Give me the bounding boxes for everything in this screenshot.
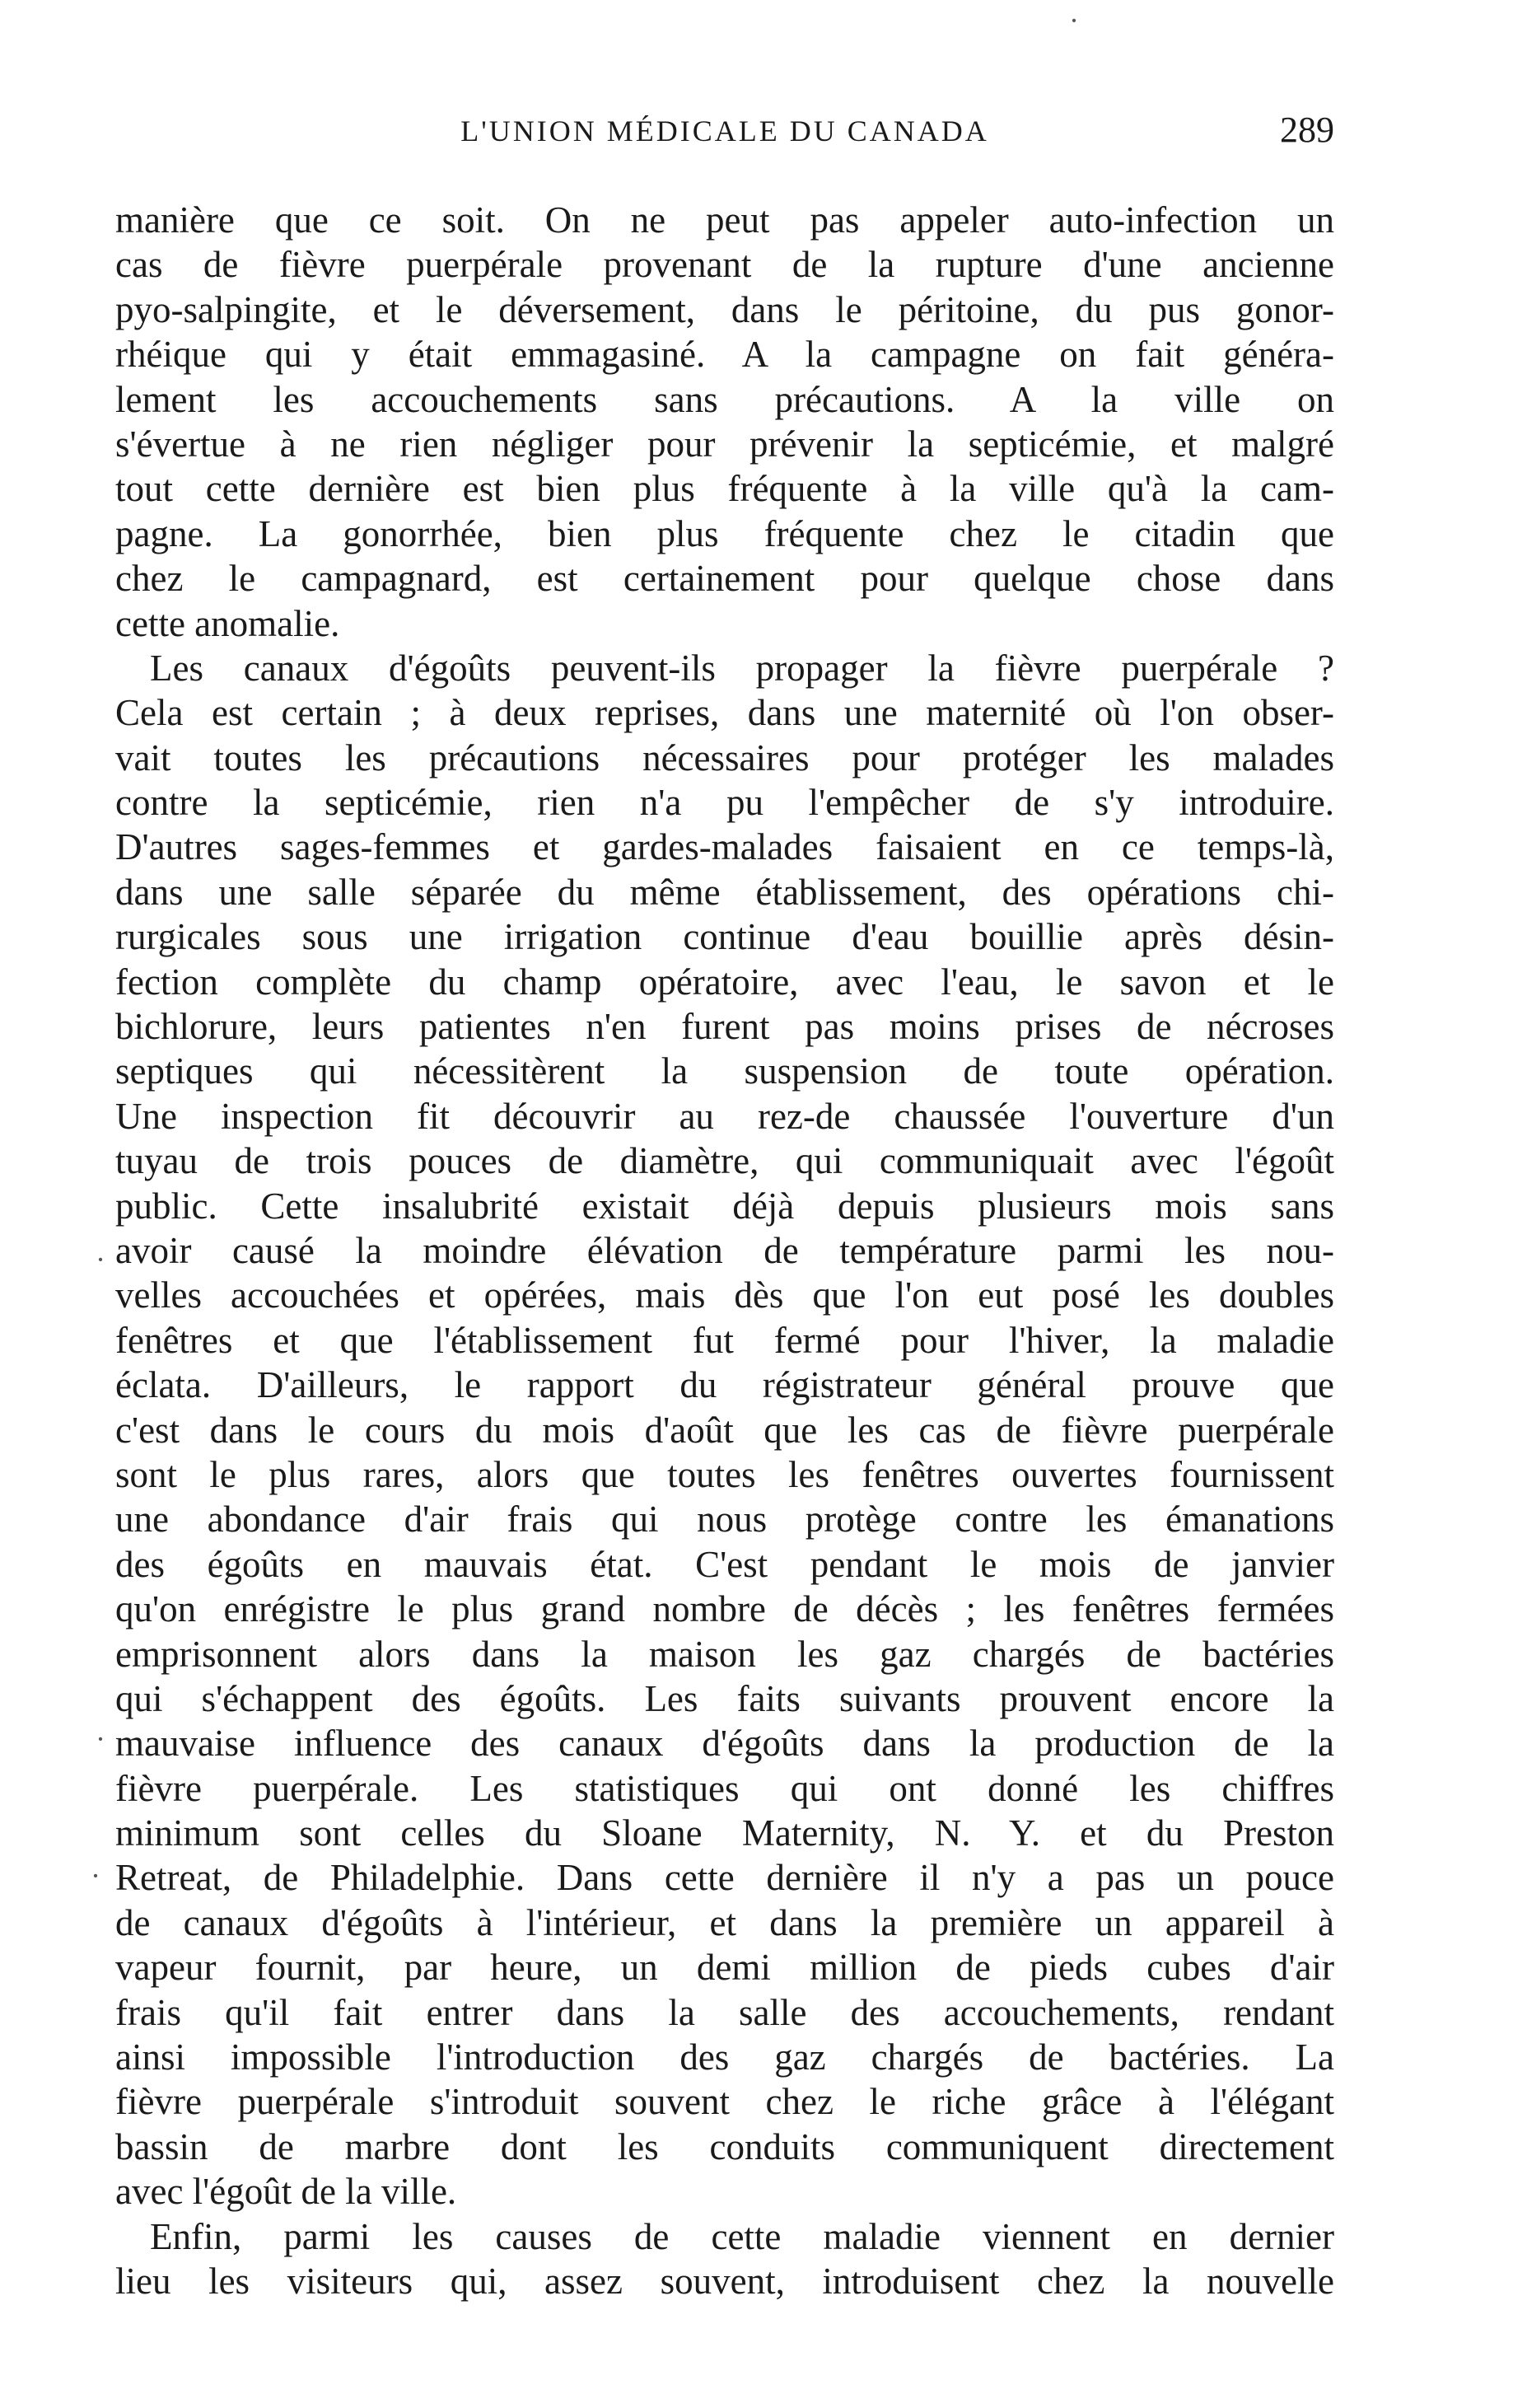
text-line: cas de fièvre puerpérale provenant de la rupture d'une ancienne [115, 244, 1334, 286]
text-line: des égoûts en mauvais état. C'est pendant le mois de janvier [115, 1543, 1334, 1585]
text-line: pagne. La gonorrhée, bien plus fréquente chez le citadin que [115, 512, 1334, 554]
text-line: s'évertue à ne rien négliger pour prévenir la septicémie, et malgré [115, 423, 1334, 465]
text-line: éclata. D'ailleurs, le rapport du régistrateur général prouve que [115, 1364, 1334, 1406]
text-line: pyo-salpingite, et le déversement, dans le péritoine, du pus gonor- [115, 288, 1334, 330]
text-line: dans une salle séparée du même établissement, des opérations chi- [115, 871, 1334, 913]
text-line: de canaux d'égoûts à l'intérieur, et dans la première un appareil à [115, 1901, 1334, 1943]
text-line: cette anomalie. [115, 602, 340, 644]
page-header [115, 110, 1334, 163]
text-line: septiques qui nécessitèrent la suspension de toute opération. [115, 1050, 1334, 1092]
scan-speck: · [96, 1243, 105, 1276]
text-line: Retreat, de Philadelphie. Dans cette dernière il n'y a pas un pouce [115, 1857, 1334, 1899]
text-line: velles accouchées et opérées, mais dès que l'on eut posé les doubles [115, 1274, 1334, 1316]
text-line: contre la septicémie, rien n'a pu l'empêcher de s'y introduire. [115, 782, 1334, 824]
scan-speck: · [91, 1859, 100, 1892]
text-line: une abondance d'air frais qui nous protège contre les émanations [115, 1499, 1334, 1541]
text-line: frais qu'il fait entrer dans la salle des accouchements, rendant [115, 1991, 1334, 2033]
text-line: D'autres sages-femmes et gardes-malades faisaient en ce temps-là, [115, 826, 1334, 868]
text-line: Les canaux d'égoûts peuvent-ils propager la fièvre puerpérale ? [150, 647, 1334, 689]
text-line: tout cette dernière est bien plus fréquente à la ville qu'à la cam- [115, 468, 1334, 510]
running-head: L'UNION MÉDICALE DU CANADA [460, 115, 989, 147]
text-line: vait toutes les précautions nécessaires pour protéger les malades [115, 736, 1334, 779]
text-line: sont le plus rares, alors que toutes les fenêtres ouvertes fournissent [115, 1453, 1334, 1495]
page-number: 289 [1280, 110, 1334, 150]
text-line: qui s'échappent des égoûts. Les faits suivants prouvent encore la [115, 1677, 1334, 1719]
text-line: bassin de marbre dont les conduits communiquent directement [115, 2125, 1334, 2167]
text-line: avoir causé la moindre élévation de température parmi les nou- [115, 1229, 1334, 1271]
text-line: fièvre puerpérale s'introduit souvent chez le riche grâce à l'élégant [115, 2081, 1334, 2123]
text-line: Enfin, parmi les causes de cette maladie viennent en dernier [150, 2215, 1334, 2257]
text-line: vapeur fournit, par heure, un demi million de pieds cubes d'air [115, 1947, 1334, 1989]
text-line: Cela est certain ; à deux reprises, dans une maternité où l'on obser- [115, 692, 1334, 734]
text-line: ainsi impossible l'introduction des gaz chargés de bactéries. La [115, 2036, 1334, 2078]
scan-speck: · [1069, 4, 1079, 37]
text-line: chez le campagnard, est certainement pour quelque chose dans [115, 558, 1334, 600]
text-line: avec l'égoût de la ville. [115, 2171, 457, 2213]
text-line: qu'on enrégistre le plus grand nombre de décès ; les fenêtres fermées [115, 1588, 1334, 1630]
text-line: tuyau de trois pouces de diamètre, qui communiquait avec l'égoût [115, 1140, 1334, 1182]
text-line: rurgicales sous une irrigation continue d'eau bouillie après désin- [115, 916, 1334, 958]
text-line: lement les accouchements sans précautions. A la ville on [115, 378, 1334, 420]
text-line: emprisonnent alors dans la maison les gaz chargés de bactéries [115, 1633, 1334, 1675]
scan-speck: · [96, 1723, 105, 1756]
text-line: fenêtres et que l'établissement fut fermé pour l'hiver, la maladie [115, 1319, 1334, 1361]
text-line: mauvaise influence des canaux d'égoûts dans la production de la [115, 1723, 1334, 1765]
text-line: minimum sont celles du Sloane Maternity, N. Y. et du Preston [115, 1812, 1334, 1854]
text-line: rhéique qui y était emmagasiné. A la campagne on fait généra- [115, 334, 1334, 376]
text-line: Une inspection fit découvrir au rez-de chaussée l'ouverture d'un [115, 1095, 1334, 1137]
text-line: manière que ce soit. On ne peut pas appeler auto-infection un [115, 199, 1334, 241]
text-line: lieu les visiteurs qui, assez souvent, introduisent chez la nouvelle [115, 2260, 1334, 2302]
text-line: fièvre puerpérale. Les statistiques qui ont donné les chiffres [115, 1767, 1334, 1809]
text-line: fection complète du champ opératoire, avec l'eau, le savon et le [115, 961, 1334, 1003]
text-line: c'est dans le cours du mois d'août que les cas de fièvre puerpérale [115, 1409, 1334, 1451]
body-text [115, 198, 1334, 2303]
text-line: bichlorure, leurs patientes n'en furent pas moins prises de nécroses [115, 1006, 1334, 1048]
text-line: public. Cette insalubrité existait déjà depuis plusieurs mois sans [115, 1185, 1334, 1227]
